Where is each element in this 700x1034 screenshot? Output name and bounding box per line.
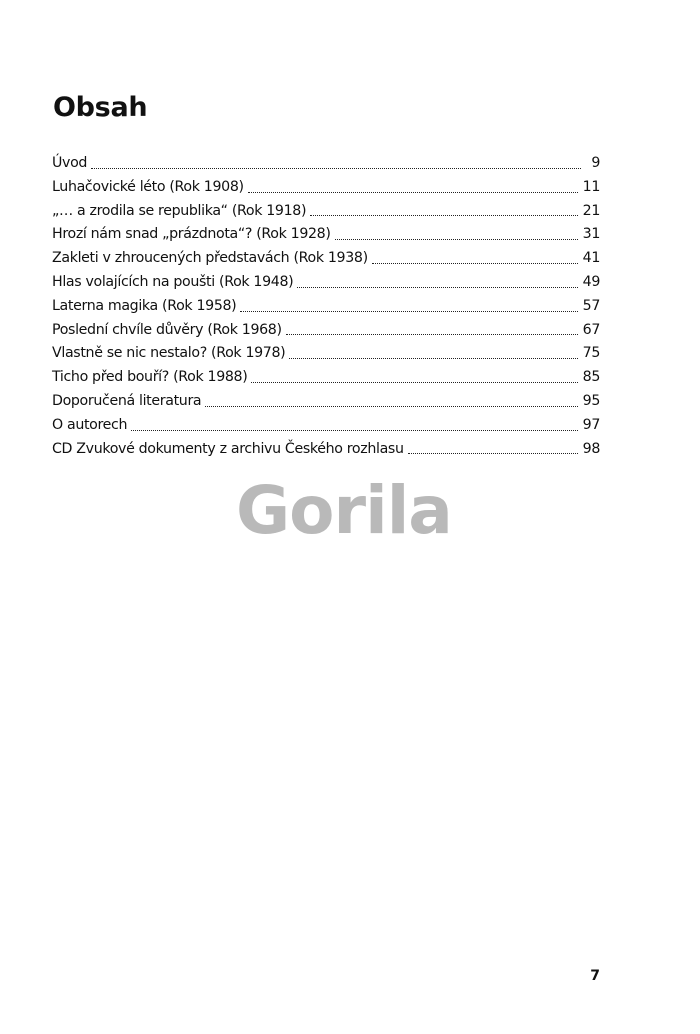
dot-leader <box>297 286 577 288</box>
dot-leader <box>372 262 578 264</box>
toc-entry-page: 57 <box>582 297 600 314</box>
table-of-contents <box>52 152 600 461</box>
toc-entry-title: Luhačovické léto (Rok 1908) <box>52 178 244 195</box>
toc-entry-page: 9 <box>591 155 600 171</box>
dot-leader <box>286 333 578 335</box>
dot-leader <box>251 381 577 383</box>
toc-entry <box>52 152 600 176</box>
toc-entry-page: 85 <box>582 369 600 386</box>
dot-leader <box>408 452 578 454</box>
dot-leader <box>335 238 578 240</box>
toc-entry-page: 41 <box>582 250 600 267</box>
dot-leader <box>131 429 577 431</box>
dot-leader <box>205 405 577 407</box>
dot-leader <box>240 310 577 312</box>
toc-entry-title: „… a zrodila se republika“ (Rok 1918) <box>52 202 307 219</box>
toc-entry-page: 95 <box>582 392 600 409</box>
watermark-logo: Gorila <box>236 472 452 549</box>
toc-entry <box>52 390 600 414</box>
page-title: Obsah <box>53 92 148 123</box>
toc-entry-title: Vlastně se nic nestalo? (Rok 1978) <box>52 345 286 362</box>
toc-entry-title: CD Zvukové dokumenty z archivu Českého rozhlasu <box>52 440 404 457</box>
toc-entry-title: Hlas volajících na poušti (Rok 1948) <box>52 273 294 290</box>
toc-entry-title: Laterna magika (Rok 1958) <box>52 297 237 314</box>
toc-entry-page: 31 <box>582 226 600 243</box>
toc-entry-page: 75 <box>582 345 600 362</box>
toc-entry-title: Úvod <box>52 155 88 171</box>
toc-entry-page: 11 <box>582 178 600 195</box>
dot-leader <box>310 214 578 216</box>
toc-entry-title: Zakleti v zhroucených představách (Rok 1938) <box>52 250 368 267</box>
toc-entry-page: 67 <box>582 321 600 338</box>
toc-entry-title: Hrozí nám snad „prázdnota“? (Rok 1928) <box>52 226 331 243</box>
toc-entry <box>52 295 600 319</box>
toc-entry-title: Doporučená literatura <box>52 392 202 409</box>
toc-entry <box>52 366 600 390</box>
toc-entry-title: Poslední chvíle důvěry (Rok 1968) <box>52 321 282 338</box>
toc-entry <box>52 223 600 247</box>
toc-entry <box>52 342 600 366</box>
dot-leader <box>289 357 577 359</box>
toc-entry <box>52 414 600 438</box>
toc-entry <box>52 319 600 343</box>
toc-entry <box>52 438 600 462</box>
toc-entry <box>52 271 600 295</box>
toc-entry-page: 98 <box>582 440 600 457</box>
page-number: 7 <box>590 968 600 984</box>
toc-entry-title: O autorech <box>52 416 128 433</box>
toc-entry-page: 49 <box>582 273 600 290</box>
toc-entry <box>52 247 600 271</box>
dot-leader <box>91 167 581 169</box>
toc-entry <box>52 176 600 200</box>
toc-entry-page: 97 <box>582 416 600 433</box>
toc-entry-title: Ticho před bouří? (Rok 1988) <box>52 369 248 386</box>
toc-entry-page: 21 <box>582 202 600 219</box>
dot-leader <box>248 191 578 193</box>
toc-entry <box>52 200 600 224</box>
